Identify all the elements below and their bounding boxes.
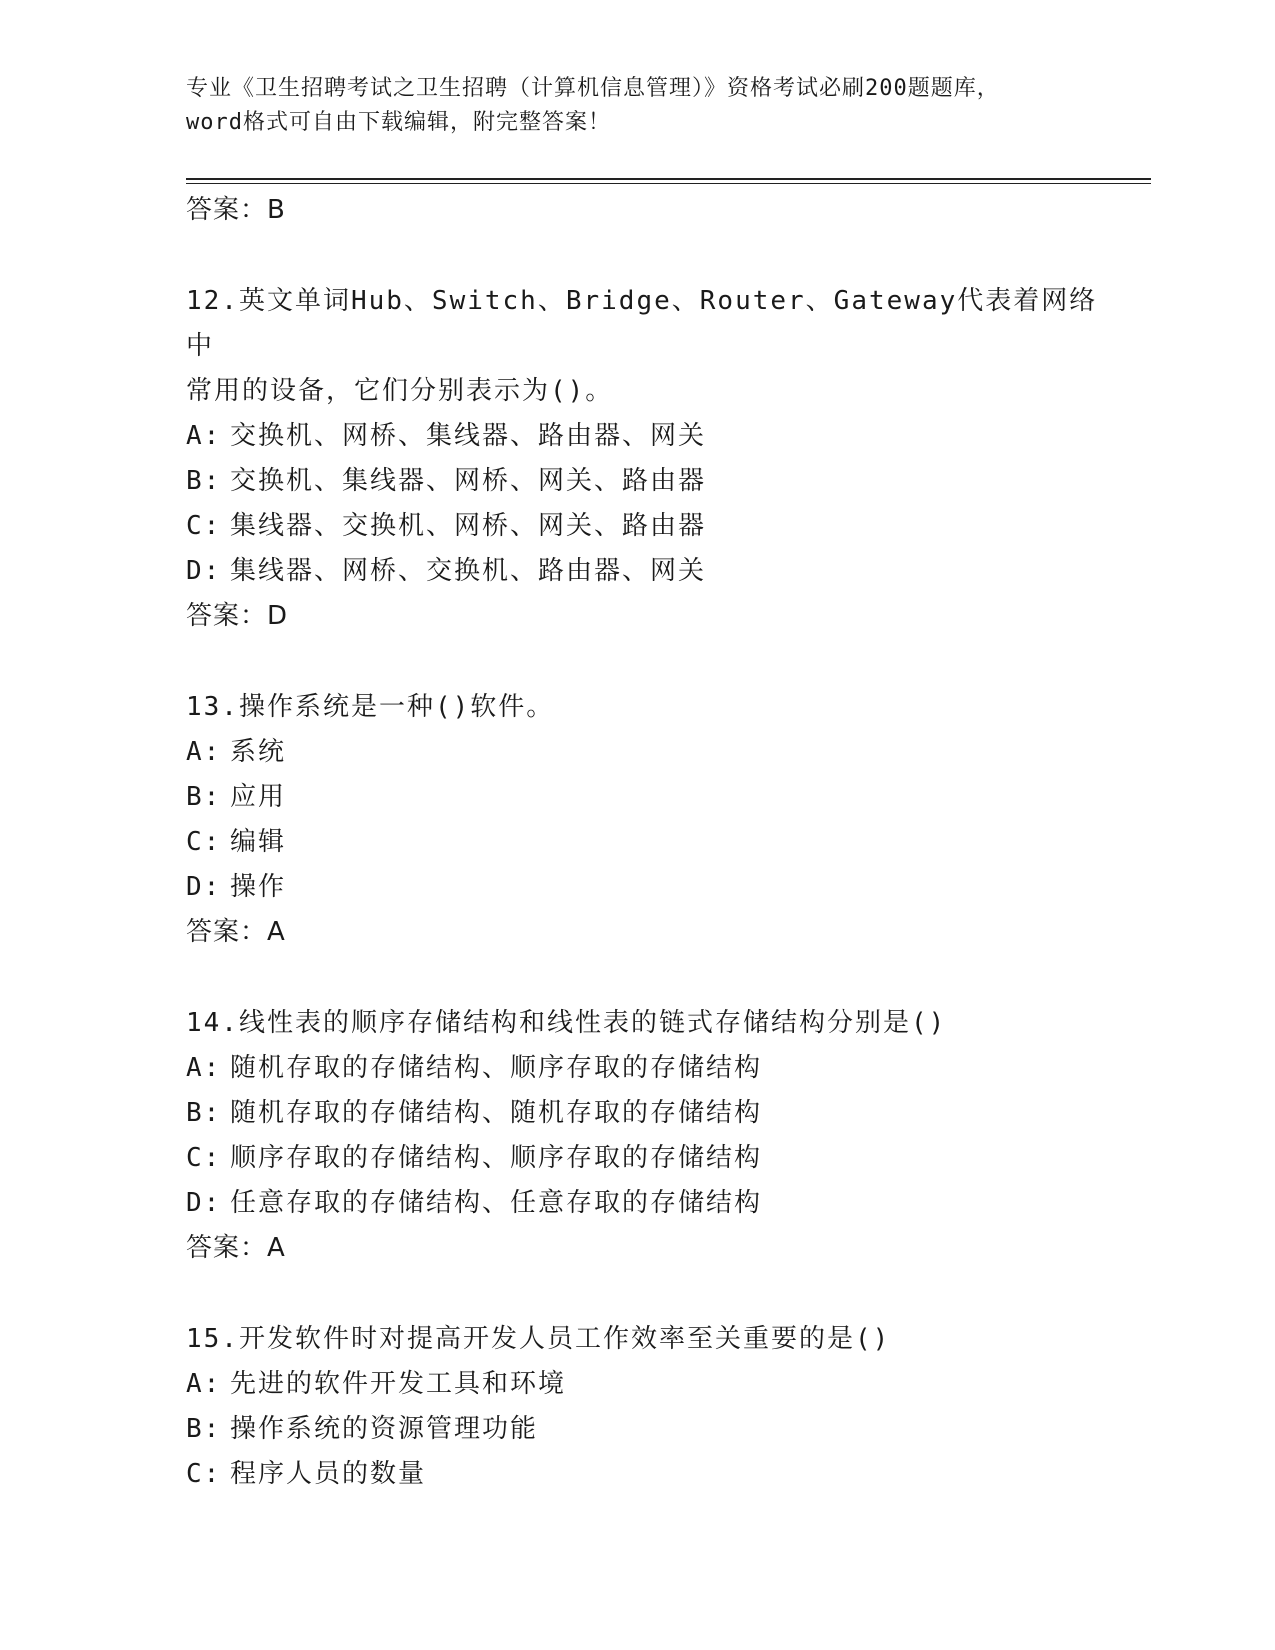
question-stem-cont: 常用的设备，它们分别表示为()。 [186, 376, 614, 406]
option-letter: B: [186, 1414, 222, 1444]
option-letter: A: [186, 1053, 222, 1083]
question-14 [186, 1001, 1106, 1271]
option-letter: C: [186, 1459, 222, 1489]
option-text: 程序人员的数量 [230, 1459, 427, 1489]
option-text: 应用 [230, 782, 287, 812]
question-stem: 13.操作系统是一种()软件。 [186, 692, 555, 722]
header-rule [186, 178, 1151, 180]
option-letter: C: [186, 511, 222, 541]
question-stem: 12.英文单词Hub、Switch、Bridge、Router、Gateway代表着网络中 [186, 286, 1098, 361]
answer-prev: 答案：B [186, 195, 286, 225]
header-rule-thin [186, 183, 1151, 184]
option-text: 任意存取的存储结构、任意存取的存储结构 [230, 1188, 763, 1218]
question-stem: 14.线性表的顺序存储结构和线性表的链式存储结构分别是() [186, 1008, 947, 1038]
option-b [186, 1407, 1106, 1452]
option-c [186, 1452, 1106, 1497]
option-text: 系统 [230, 737, 287, 767]
option-c [186, 1136, 1106, 1181]
answer: 答案：A [186, 1233, 286, 1263]
option-letter: D: [186, 556, 222, 586]
option-b [186, 775, 1106, 820]
option-letter: A: [186, 1369, 222, 1399]
option-letter: A: [186, 421, 222, 451]
header-line-2: word格式可自由下载编辑，附完整答案！ [186, 110, 611, 135]
question-12 [186, 279, 1106, 639]
option-b [186, 1091, 1106, 1136]
question-15 [186, 1317, 1106, 1497]
option-text: 交换机、集线器、网桥、网关、路由器 [230, 466, 707, 496]
option-text: 交换机、网桥、集线器、路由器、网关 [230, 421, 707, 451]
option-d [186, 549, 1106, 594]
option-a [186, 1046, 1106, 1091]
question-13 [186, 685, 1106, 955]
option-a [186, 414, 1106, 459]
option-text: 随机存取的存储结构、随机存取的存储结构 [230, 1098, 763, 1128]
option-text: 随机存取的存储结构、顺序存取的存储结构 [230, 1053, 763, 1083]
option-text: 顺序存取的存储结构、顺序存取的存储结构 [230, 1143, 763, 1173]
option-text: 操作系统的资源管理功能 [230, 1414, 539, 1444]
option-text: 集线器、网桥、交换机、路由器、网关 [230, 556, 707, 586]
option-letter: D: [186, 872, 222, 902]
option-letter: B: [186, 782, 222, 812]
option-letter: B: [186, 466, 222, 496]
option-a [186, 730, 1106, 775]
option-letter: D: [186, 1188, 222, 1218]
option-c [186, 504, 1106, 549]
answer: 答案：A [186, 917, 286, 947]
header-line-1: 专业《卫生招聘考试之卫生招聘（计算机信息管理）》资格考试必刷200题题库， [186, 76, 1000, 101]
option-c [186, 820, 1106, 865]
option-a [186, 1362, 1106, 1407]
option-text: 先进的软件开发工具和环境 [230, 1369, 567, 1399]
option-text: 编辑 [230, 827, 287, 857]
question-stem: 15.开发软件时对提高开发人员工作效率至关重要的是() [186, 1324, 891, 1354]
option-letter: A: [186, 737, 222, 767]
option-letter: C: [186, 1143, 222, 1173]
option-text: 集线器、交换机、网桥、网关、路由器 [230, 511, 707, 541]
question-content [186, 188, 1106, 1497]
option-text: 操作 [230, 872, 287, 902]
answer: 答案：D [186, 601, 289, 631]
option-d [186, 1181, 1106, 1226]
option-b [186, 459, 1106, 504]
page-header [186, 72, 1106, 140]
option-letter: B: [186, 1098, 222, 1128]
option-d [186, 865, 1106, 910]
option-letter: C: [186, 827, 222, 857]
